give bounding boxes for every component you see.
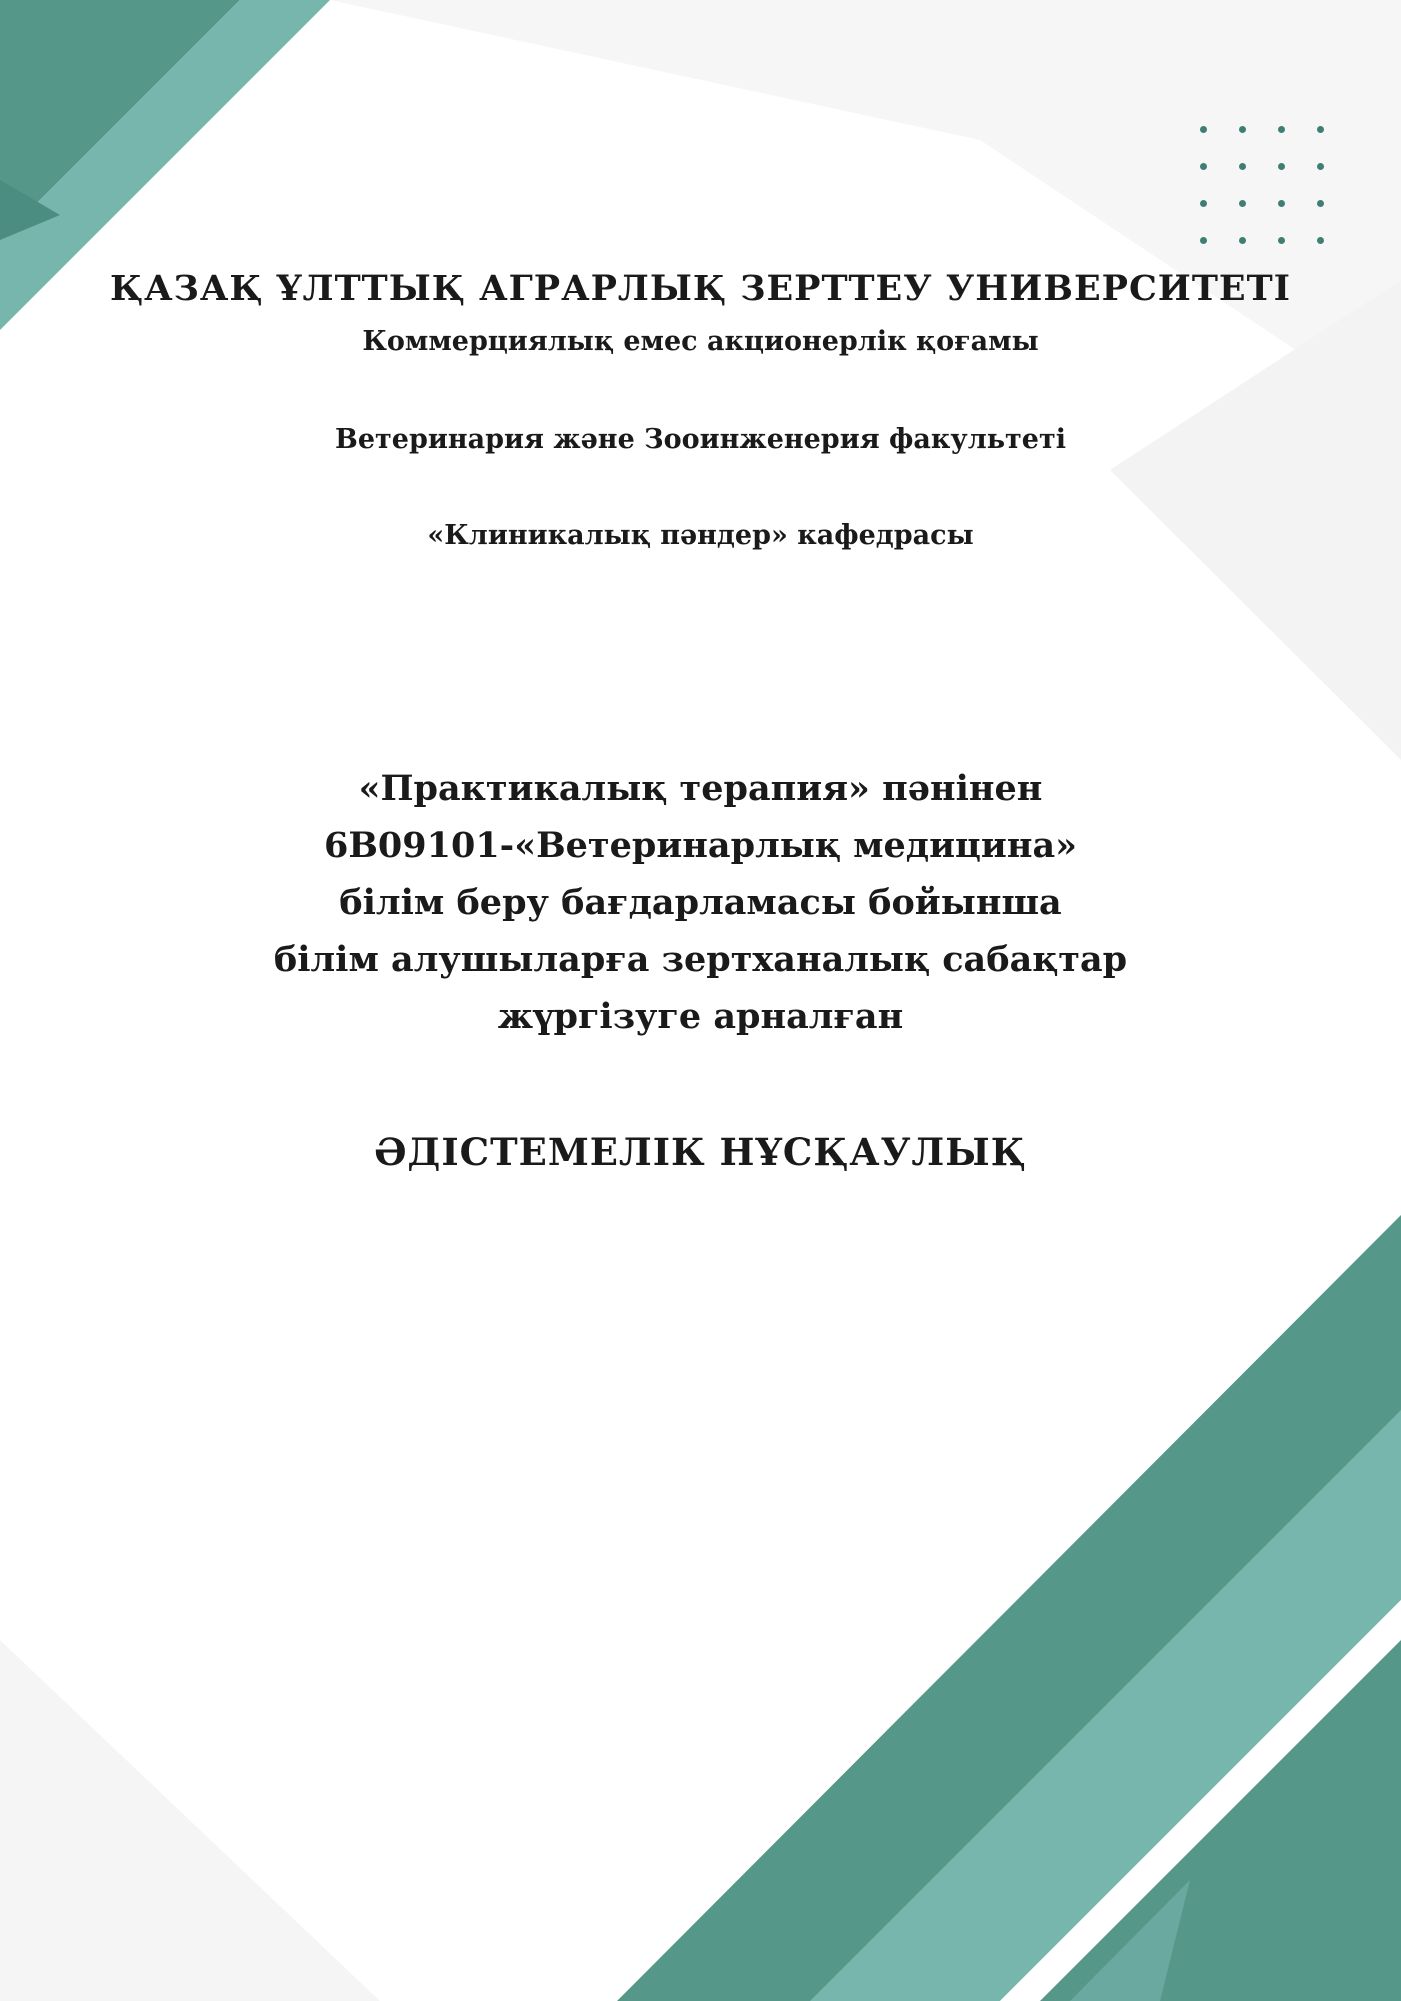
department-name: «Клиникалық пәндер» кафедрасы [427,520,974,551]
dot [1317,237,1324,244]
purpose-line: 6В09101-«Ветеринарлық медицина» [323,825,1078,866]
university-title: ҚАЗАҚ ҰЛТТЫҚ АГРАРЛЫҚ ЗЕРТТЕУ УНИВЕРСИТЕТІ [109,268,1292,309]
dot [1239,126,1246,133]
purpose-line: «Практикалық терапия» пәнінен [358,768,1043,809]
document-purpose [40,760,1361,1045]
dot [1200,200,1207,207]
purpose-line: білім беру бағдарламасы бойынша [339,882,1062,923]
dot [1278,237,1285,244]
dot [1317,163,1324,170]
organization-type: Коммерциялық емес акционерлік қоғамы [362,326,1039,357]
dot [1200,163,1207,170]
dot [1239,163,1246,170]
dot [1278,126,1285,133]
purpose-line: жүргізуге арналған [497,996,904,1037]
dot [1200,237,1207,244]
dot [1239,200,1246,207]
dot [1200,126,1207,133]
dot [1317,126,1324,133]
purpose-line: білім алушыларға зертханалық сабақтар [273,939,1128,980]
document-type-title: ӘДІСТЕМЕЛІК НҰСҚАУЛЫҚ [374,1130,1027,1174]
dot [1239,237,1246,244]
dot [1278,163,1285,170]
dot [1317,200,1324,207]
dot [1278,200,1285,207]
faculty-name: Ветеринария және Зооинженерия факультеті [335,424,1066,455]
pale-facet-bottom-left [0,1640,380,2001]
dot-grid-decoration [1198,124,1348,264]
